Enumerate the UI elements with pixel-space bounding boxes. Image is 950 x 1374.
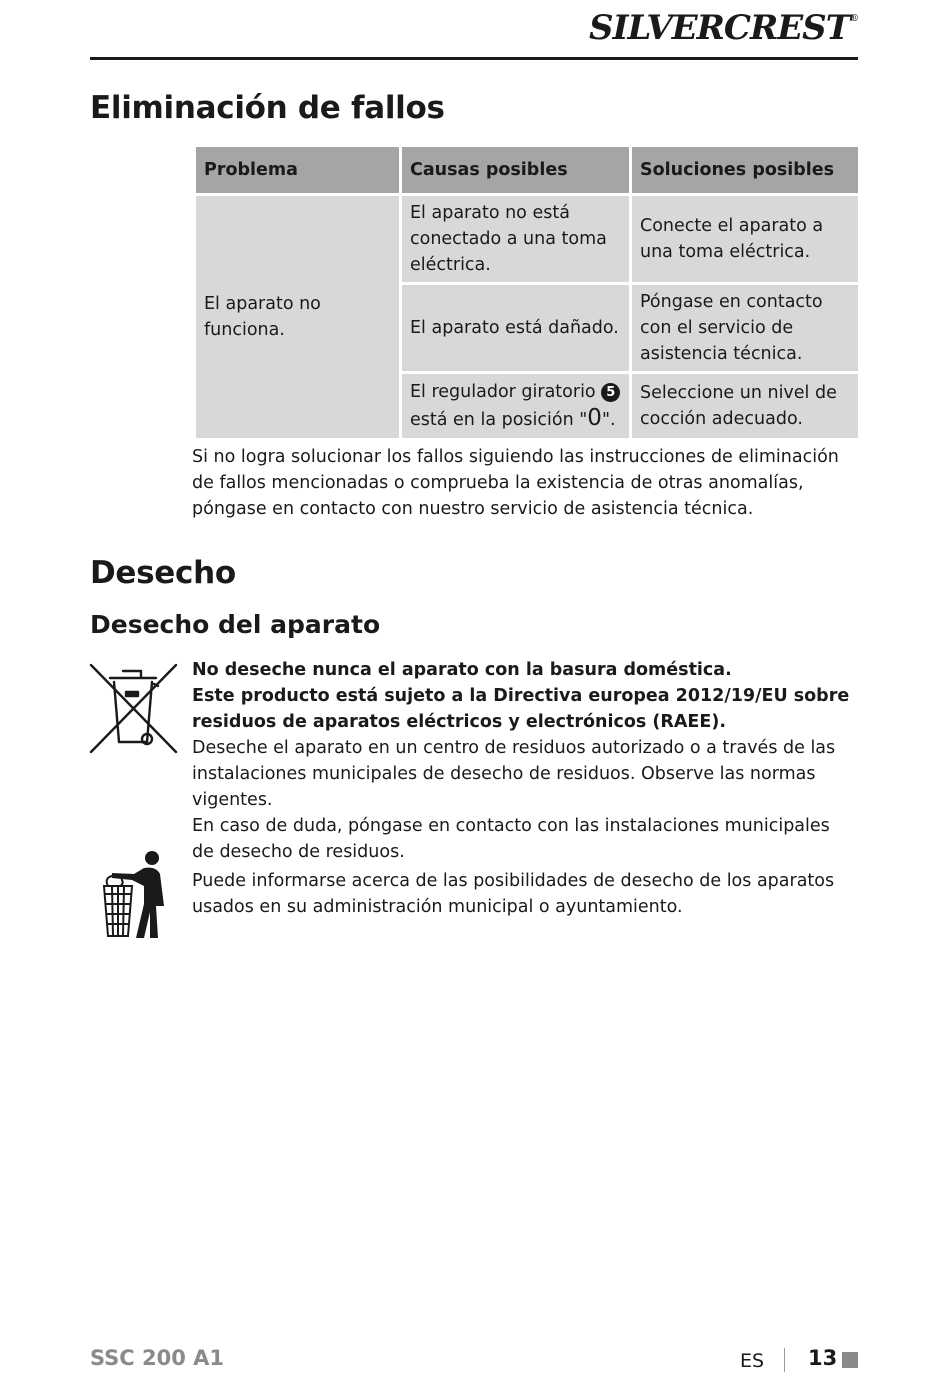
cause-text: El regulador giratorio <box>410 382 596 402</box>
crossed-out-bin-icon <box>88 662 180 756</box>
footer-separator <box>784 1348 785 1372</box>
cause-cell: El aparato no está conectado a una toma eléctrica. <box>401 195 631 284</box>
table-header-row <box>195 146 860 195</box>
weee-instructions: Deseche el aparato en un centro de residuos autorizado o a través de las instalaciones municipales de desecho de residuos. Observe las normas vigentes. <box>192 738 836 810</box>
zero-position-symbol: 0 <box>587 405 602 431</box>
footer-language: ES <box>740 1350 765 1372</box>
solution-cell: Seleccione un nivel de cocción adecuado. <box>631 373 860 440</box>
municipal-info-text: Puede informarse acerca de las posibilidades de desecho de los aparatos usados en su administración municipal o ayuntamiento. <box>192 871 835 917</box>
problem-cell: El aparato no funciona. <box>195 195 401 440</box>
cause-cell: El aparato está dañado. <box>401 284 631 373</box>
solution-cell: Conecte el aparato a una toma eléctrica. <box>631 195 860 284</box>
weee-text-block <box>192 657 857 865</box>
cause-text: está en la posición " <box>410 410 588 430</box>
weee-directive: Este producto está sujeto a la Directiva europea 2012/19/EU sobre residuos de aparatos eléctricos y electrónicos (RAEE). <box>192 686 850 732</box>
troubleshooting-table <box>193 144 861 441</box>
brand-logo: SILVERCREST® <box>589 8 858 48</box>
troubleshooting-note: Si no logra solucionar los fallos siguiendo las instrucciones de eliminación de fallos mencionadas o comprueba la existencia de otras anomalías, póngase en contacto con nuestro servicio de asistencia técnica. <box>192 447 839 519</box>
table-row <box>195 195 860 284</box>
tidyman-icon <box>98 850 170 942</box>
header-rule <box>90 57 858 60</box>
header-causes: Causas posibles <box>401 146 631 195</box>
page-number: 13 <box>808 1346 838 1370</box>
header-problem: Problema <box>195 146 401 195</box>
weee-warning: No deseche nunca el aparato con la basura doméstica. <box>192 660 732 680</box>
part-number-badge: 5 <box>601 383 620 402</box>
cause-cell <box>401 373 631 440</box>
troubleshooting-heading: Eliminación de fallos <box>90 90 445 126</box>
disposal-subheading: Desecho del aparato <box>90 610 381 639</box>
footer-model: SSC 200 A1 <box>90 1346 225 1370</box>
footer-square-mark <box>842 1352 858 1368</box>
weee-doubt: En caso de duda, póngase en contacto con las instalaciones municipales de desecho de residuos. <box>192 816 830 862</box>
disposal-heading: Desecho <box>90 555 236 591</box>
cause-text: ". <box>601 410 616 430</box>
header-solutions: Soluciones posibles <box>631 146 860 195</box>
solution-cell: Póngase en contacto con el servicio de asistencia técnica. <box>631 284 860 373</box>
